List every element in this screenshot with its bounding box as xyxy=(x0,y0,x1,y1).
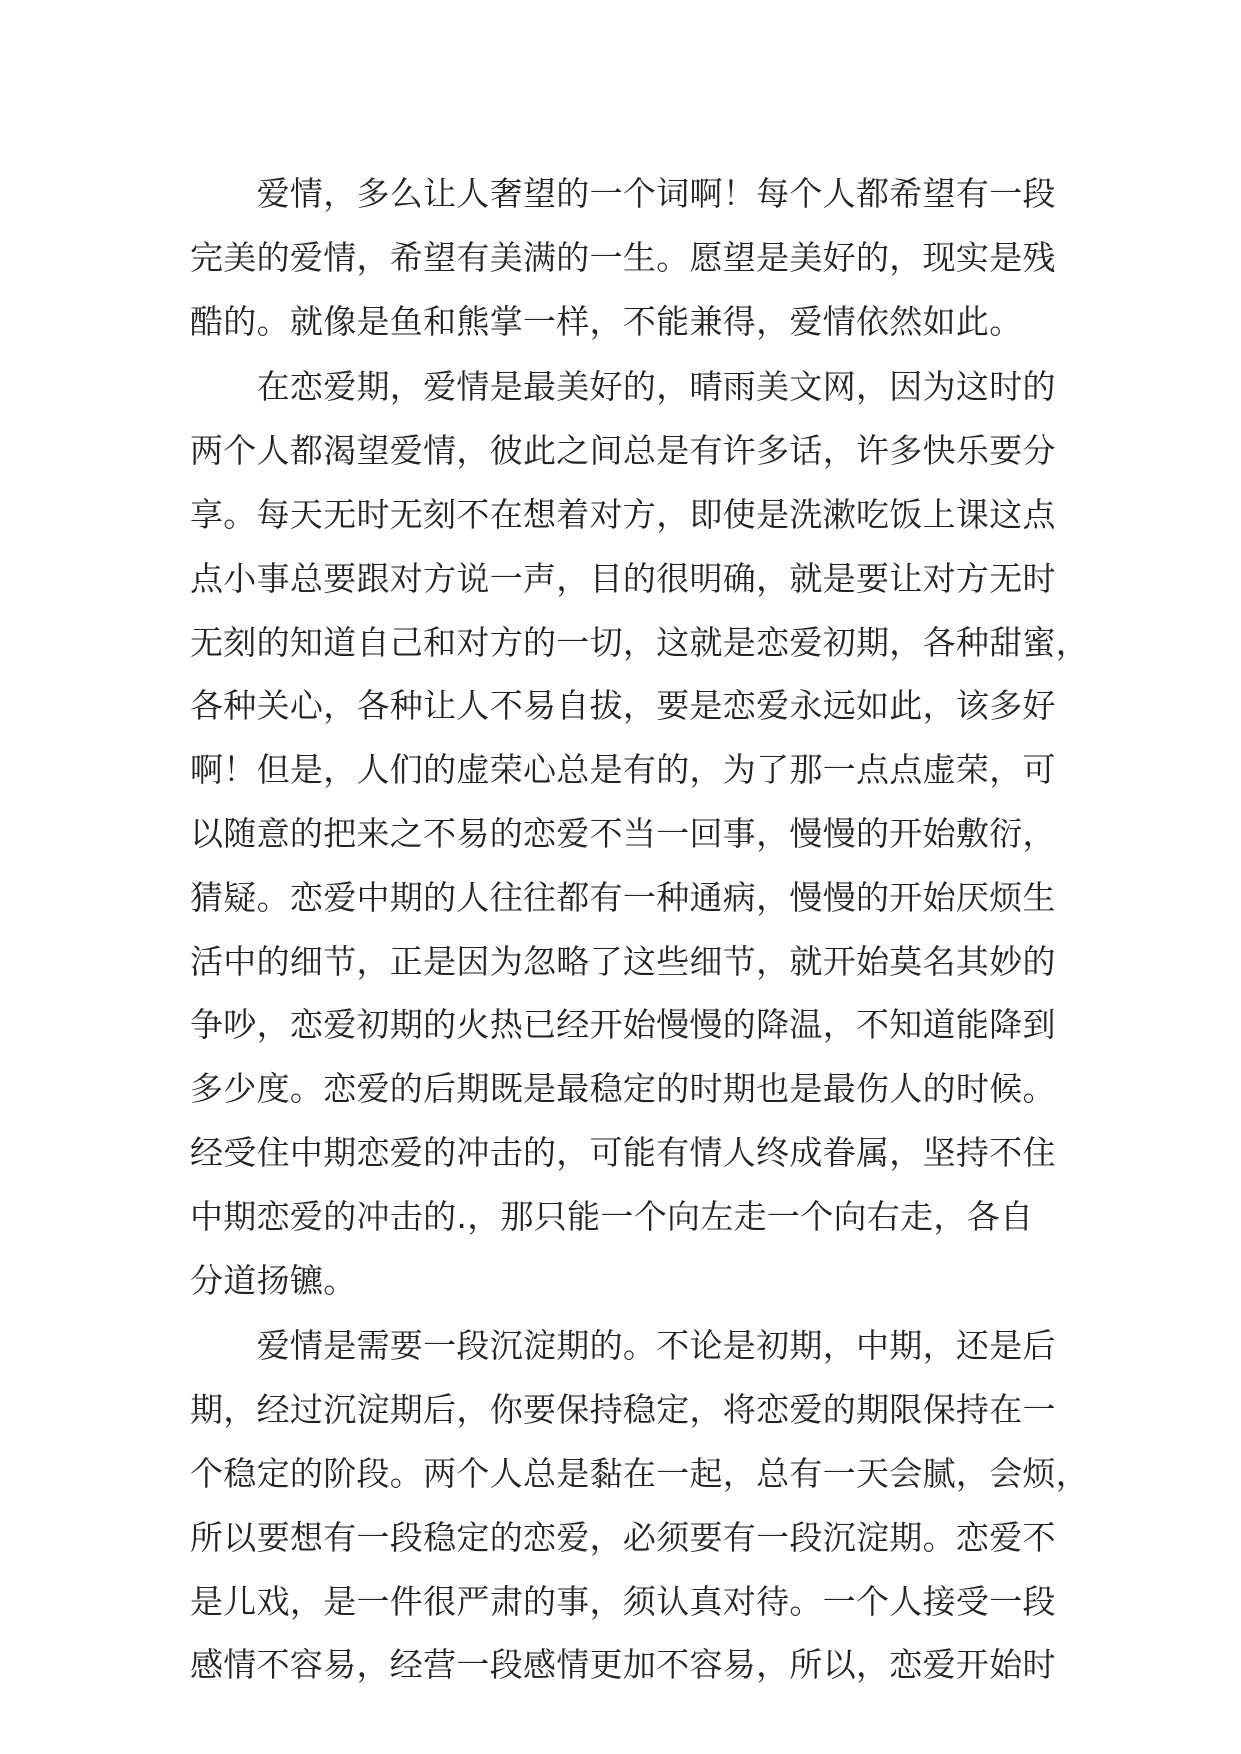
text-line: 酷的。就像是鱼和熊掌一样，不能兼得，爱情依然如此。 xyxy=(190,301,1023,341)
text-line: 完美的爱情，希望有美满的一生。愿望是美好的，现实是残 xyxy=(190,237,1056,277)
text-line: 所以要想有一段稳定的恋爱，必须要有一段沉淀期。恋爱不 xyxy=(190,1517,1056,1557)
text-line: 两个人都渴望爱情，彼此之间总是有许多话，许多快乐要分 xyxy=(190,431,1056,471)
text-line: 是儿戏，是一件很严肃的事，须认真对待。一个人接受一段 xyxy=(190,1581,1056,1621)
paragraph xyxy=(190,1314,1090,1697)
text-line: 争吵，恋爱初期的火热已经开始慢慢的降温，不知道能降到 xyxy=(190,1005,1056,1045)
text-line: 在恋爱期，爱情是最美好的，晴雨美文网，因为这时的 xyxy=(190,367,1056,407)
text-line: 感情不容易，经营一段感情更加不容易，所以，恋爱开始时 xyxy=(190,1645,1056,1685)
text-line: 中期恋爱的冲击的.，那只能一个向左走一个向右走，各自 xyxy=(190,1196,1034,1236)
text-line: 无刻的知道自己和对方的一切，这就是恋爱初期，各种甜蜜， xyxy=(190,622,1090,662)
text-line: 各种关心，各种让人不易自拔，要是恋爱永远如此，该多好 xyxy=(190,686,1056,726)
text-line: 期，经过沉淀期后，你要保持稳定，将恋爱的期限保持在一 xyxy=(190,1390,1056,1430)
text-line: 啊！但是，人们的虚荣心总是有的，为了那一点点虚荣，可 xyxy=(190,750,1056,790)
document-body xyxy=(190,162,1090,1697)
text-line: 享。每天无时无刻不在想着对方，即使是洗漱吃饭上课这点 xyxy=(190,494,1056,534)
text-line: 个稳定的阶段。两个人总是黏在一起，总有一天会腻，会烦， xyxy=(190,1453,1090,1493)
paragraph xyxy=(190,162,1056,353)
text-line: 猜疑。恋爱中期的人往往都有一种通病，慢慢的开始厌烦生 xyxy=(190,877,1056,917)
text-line: 以随意的把来之不易的恋爱不当一回事，慢慢的开始敷衍， xyxy=(190,813,1056,853)
text-line: 多少度。恋爱的后期既是最稳定的时期也是最伤人的时候。 xyxy=(190,1069,1056,1109)
paragraph xyxy=(190,355,1090,1312)
text-line: 爱情是需要一段沉淀期的。不论是初期，中期，还是后 xyxy=(190,1326,1056,1366)
text-line: 点小事总要跟对方说一声，目的很明确，就是要让对方无时 xyxy=(190,558,1056,598)
text-line: 经受住中期恋爱的冲击的，可能有情人终成眷属，坚持不住 xyxy=(190,1132,1056,1172)
text-line: 分道扬镳。 xyxy=(190,1260,357,1300)
text-line: 爱情，多么让人奢望的一个词啊！每个人都希望有一段 xyxy=(190,174,1056,213)
text-line: 活中的细节，正是因为忽略了这些细节，就开始莫名其妙的 xyxy=(190,941,1056,981)
